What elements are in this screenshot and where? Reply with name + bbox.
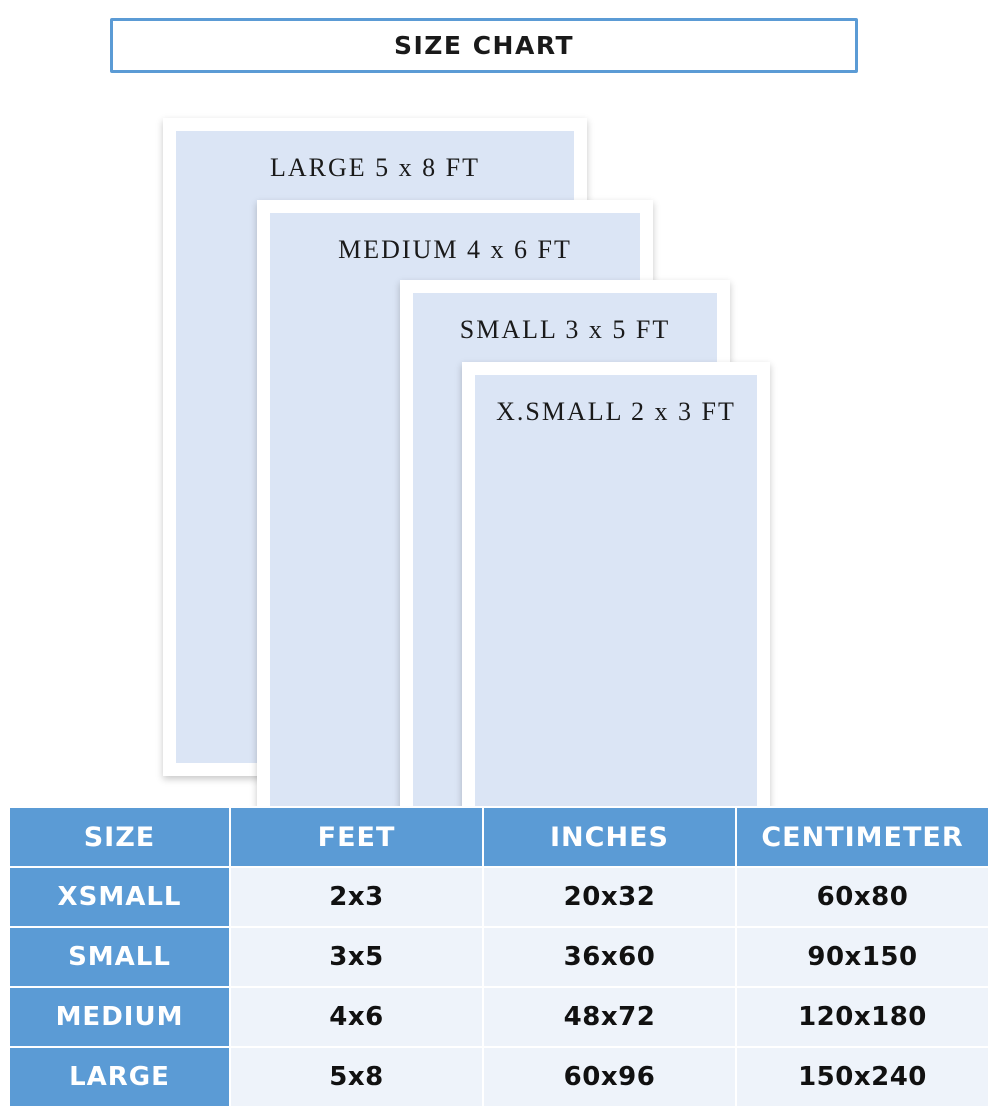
row-xsmall-inches: 20x32 [483,867,736,927]
row-xsmall-size: XSMALL [9,867,230,927]
table-header-row [9,807,989,867]
table-header-centimeter: CENTIMETER [736,807,989,867]
row-xsmall-feet: 2x3 [230,867,483,927]
size-panel-large-label: LARGE 5 x 8 FT [270,153,480,182]
page-title: SIZE CHART [393,31,574,60]
row-xsmall-centimeter: 60x80 [736,867,989,927]
size-panel-small-label: SMALL 3 x 5 FT [459,315,671,344]
row-large-size: LARGE [9,1047,230,1107]
row-small-inches: 36x60 [483,927,736,987]
row-small-centimeter: 90x150 [736,927,989,987]
row-medium-centimeter: 120x180 [736,987,989,1047]
table-row [9,987,989,1047]
size-measurements-table [8,806,990,1108]
size-panel-medium-label: MEDIUM 4 x 6 FT [338,235,572,264]
row-large-feet: 5x8 [230,1047,483,1107]
table-header-size: SIZE [9,807,230,867]
row-medium-size: MEDIUM [9,987,230,1047]
size-panel-xsmall-label: X.SMALL 2 x 3 FT [496,397,736,426]
size-panel-xsmall [462,362,770,882]
table-row [9,927,989,987]
row-large-centimeter: 150x240 [736,1047,989,1107]
table-header-inches: INCHES [483,807,736,867]
row-medium-inches: 48x72 [483,987,736,1047]
size-panel-xsmall-fill [475,375,757,869]
table-row [9,1047,989,1107]
table-header-feet: FEET [230,807,483,867]
size-chart-title-box [110,18,858,73]
table-row [9,867,989,927]
row-medium-feet: 4x6 [230,987,483,1047]
row-small-size: SMALL [9,927,230,987]
row-large-inches: 60x96 [483,1047,736,1107]
size-panels-illustration [0,85,997,805]
row-small-feet: 3x5 [230,927,483,987]
